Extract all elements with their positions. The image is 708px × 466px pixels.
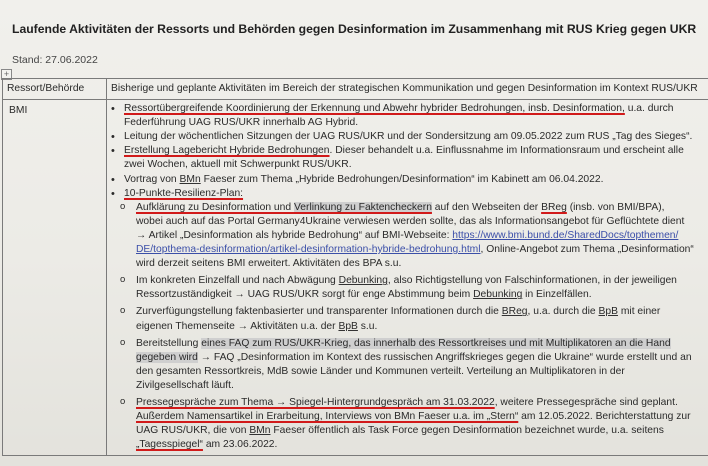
item-text: Vortrag von [124,173,180,185]
document-date: Stand: 27.06.2022 [12,54,98,66]
item-text: wobei auch auf das Portal Germany4Ukraine verwiesen werden sollte, das als Informationsangebot für Geflüchtete dient [136,215,685,227]
sub-list-item [107,396,708,452]
table-header-row [3,79,708,100]
item-text: Leitung der wöchentlichen Sitzungen der UAG RUS/UKR und der Sondersitzung am 09.05.2022 zum RUS „Tag des Sieges“. [124,131,693,143]
item-text: wird derzeit seitens BMI erweitert. Aktivitäten des BPA s.u. [136,258,402,270]
list-item [107,144,708,172]
header-aktivitaeten: Bisherige und geplante Aktivitäten im Bereich der strategischen Kommunikation und gegen Desinformation im Kontext RUS/UKR [107,79,708,100]
item-text: zwei Wochen, aktuell mit Schwerpunkt RUS/UKR. [124,159,352,171]
list-item [107,173,708,187]
item-text: BpB [598,306,618,318]
resilience-plan-list [107,201,708,453]
item-text: am 12.05.2022. Berichterstattung zur [518,411,691,423]
item-text: Zivilgesellschaft läuft. [136,379,234,391]
item-text: Debunking [473,289,523,301]
highlighted-text: 10-Punkte-Resilienz-Plan: [124,187,244,199]
item-text: Faeser zum Thema „Hybride Bedrohungen/Desinformation“ im Kabinett am 06.04.2022. [200,173,604,185]
sub-list-item [107,305,708,333]
item-text: s.u. [357,320,378,332]
sub-list-item [107,274,708,302]
highlighted-text: BReg [541,201,567,213]
bmi-article-link[interactable]: https://www.bmi.bund.de/SharedDocs/topthemen/ [452,229,679,241]
item-text: BpB [338,320,358,332]
item-text: in Einzelfällen. [522,289,592,301]
item-text: Bereitstellung [136,337,202,349]
item-text: (insb. von BMI/BPA), [566,201,665,213]
highlighted-text: Verlinkung zu Faktencheckern [293,201,432,213]
highlighted-text: Pressegespräche zum Thema → Spiegel-Hintergrundgespräch am 31.03.2022 [136,396,495,408]
highlighted-text: Ressortübergreifende Koordinierung der Erkennung und Abwehr hybrider Bedrohungen, insb. Desinformation, [124,103,625,115]
item-text: Faeser öffentlich als Task Force gegen Desinformation bezeichnet wurde, u.a. seitens [270,425,664,437]
activity-list [107,102,708,452]
item-text: . Dieser behandelt u.a. Einflussnahme im Informationsraum und erscheint alle [329,145,684,157]
highlighted-text: gegeben wird [136,351,198,363]
item-text: u.a. durch [624,103,674,115]
item-text: , Online-Angebot zum Thema „Desinformation“ [480,244,694,256]
item-text: eigenen Themenseite → Aktivitäten u.a. der [136,320,339,332]
item-text: BReg [501,306,528,318]
item-text: , also Richtigstellung von Falschinformationen, in der jeweiligen [387,275,677,287]
highlighted-text: „Tagesspiegel“ [136,439,203,451]
highlighted-text: Aufklärung zu Desinformation und [136,201,294,213]
activities-table [2,78,708,456]
item-text: Ressortzuständigkeit → UAG RUS/UKR sorgt für enge Abstimmung beim [136,289,474,301]
highlighted-text: Erstellung Lagebericht Hybride Bedrohungen [124,145,330,157]
item-text: mit einer [617,306,661,318]
item-text: , weitere Pressegespräche sind geplant. [494,396,678,408]
item-text: den gesamten Ressortkreis, MdB sowie Länder und Kommunen verteilt. Verteilung an Multiplikatoren in der [136,365,625,377]
sub-list-item [107,337,708,393]
item-text: → Artikel „Desinformation als hybride Bedrohung“ auf BMI-Webseite: [136,229,453,241]
item-text: BMn [179,173,201,185]
item-text: Federführung UAG RUS/UKR innerhalb AG Hybrid. [124,117,359,129]
item-text: am 23.06.2022. [202,439,278,451]
item-text: auf den Webseiten der [431,201,542,213]
item-text: BMn [249,425,271,437]
list-item [107,130,708,144]
item-text: → FAQ „Desinformation im Kontext des russischen Angriffskrieges gegen die Ukraine“ wurde erstellt und an [197,351,692,363]
item-text: UAG RUS/UKR, die von [136,425,250,437]
table-row [3,100,708,456]
activities-cell [107,100,708,456]
list-item [107,102,708,130]
item-text: Debunking [338,275,388,287]
table-move-handle-icon[interactable]: + [1,69,12,80]
header-ressort: Ressort/Behörde [3,79,107,100]
bmi-article-link-cont[interactable]: DE/topthema-desinformation/artikel-desinformation-hybride-bedrohung.html [136,244,481,256]
highlighted-text: Außerdem Namensartikel in Erarbeitung, Interviews von BMn Faeser u.a. im „Stern“ [136,411,519,423]
sub-list-item [107,201,708,271]
highlighted-text: eines FAQ zum RUS/UKR-Krieg, das innerhalb des Ressortkreises und mit Multiplikatoren an die Hand [201,337,671,349]
item-text: Zurverfügungstellung faktenbasierter und transparenter Informationen durch die [136,306,502,318]
item-text: , u.a. durch die [527,306,599,318]
list-item [107,187,708,453]
document-title: Laufende Aktivitäten der Ressorts und Behörden gegen Desinformation im Zusammenhang mit RUS Krieg gegen UKR [12,22,697,36]
item-text: Im konkreten Einzelfall und nach Abwägung [136,275,339,287]
row-label-bmi: BMI [3,100,107,456]
